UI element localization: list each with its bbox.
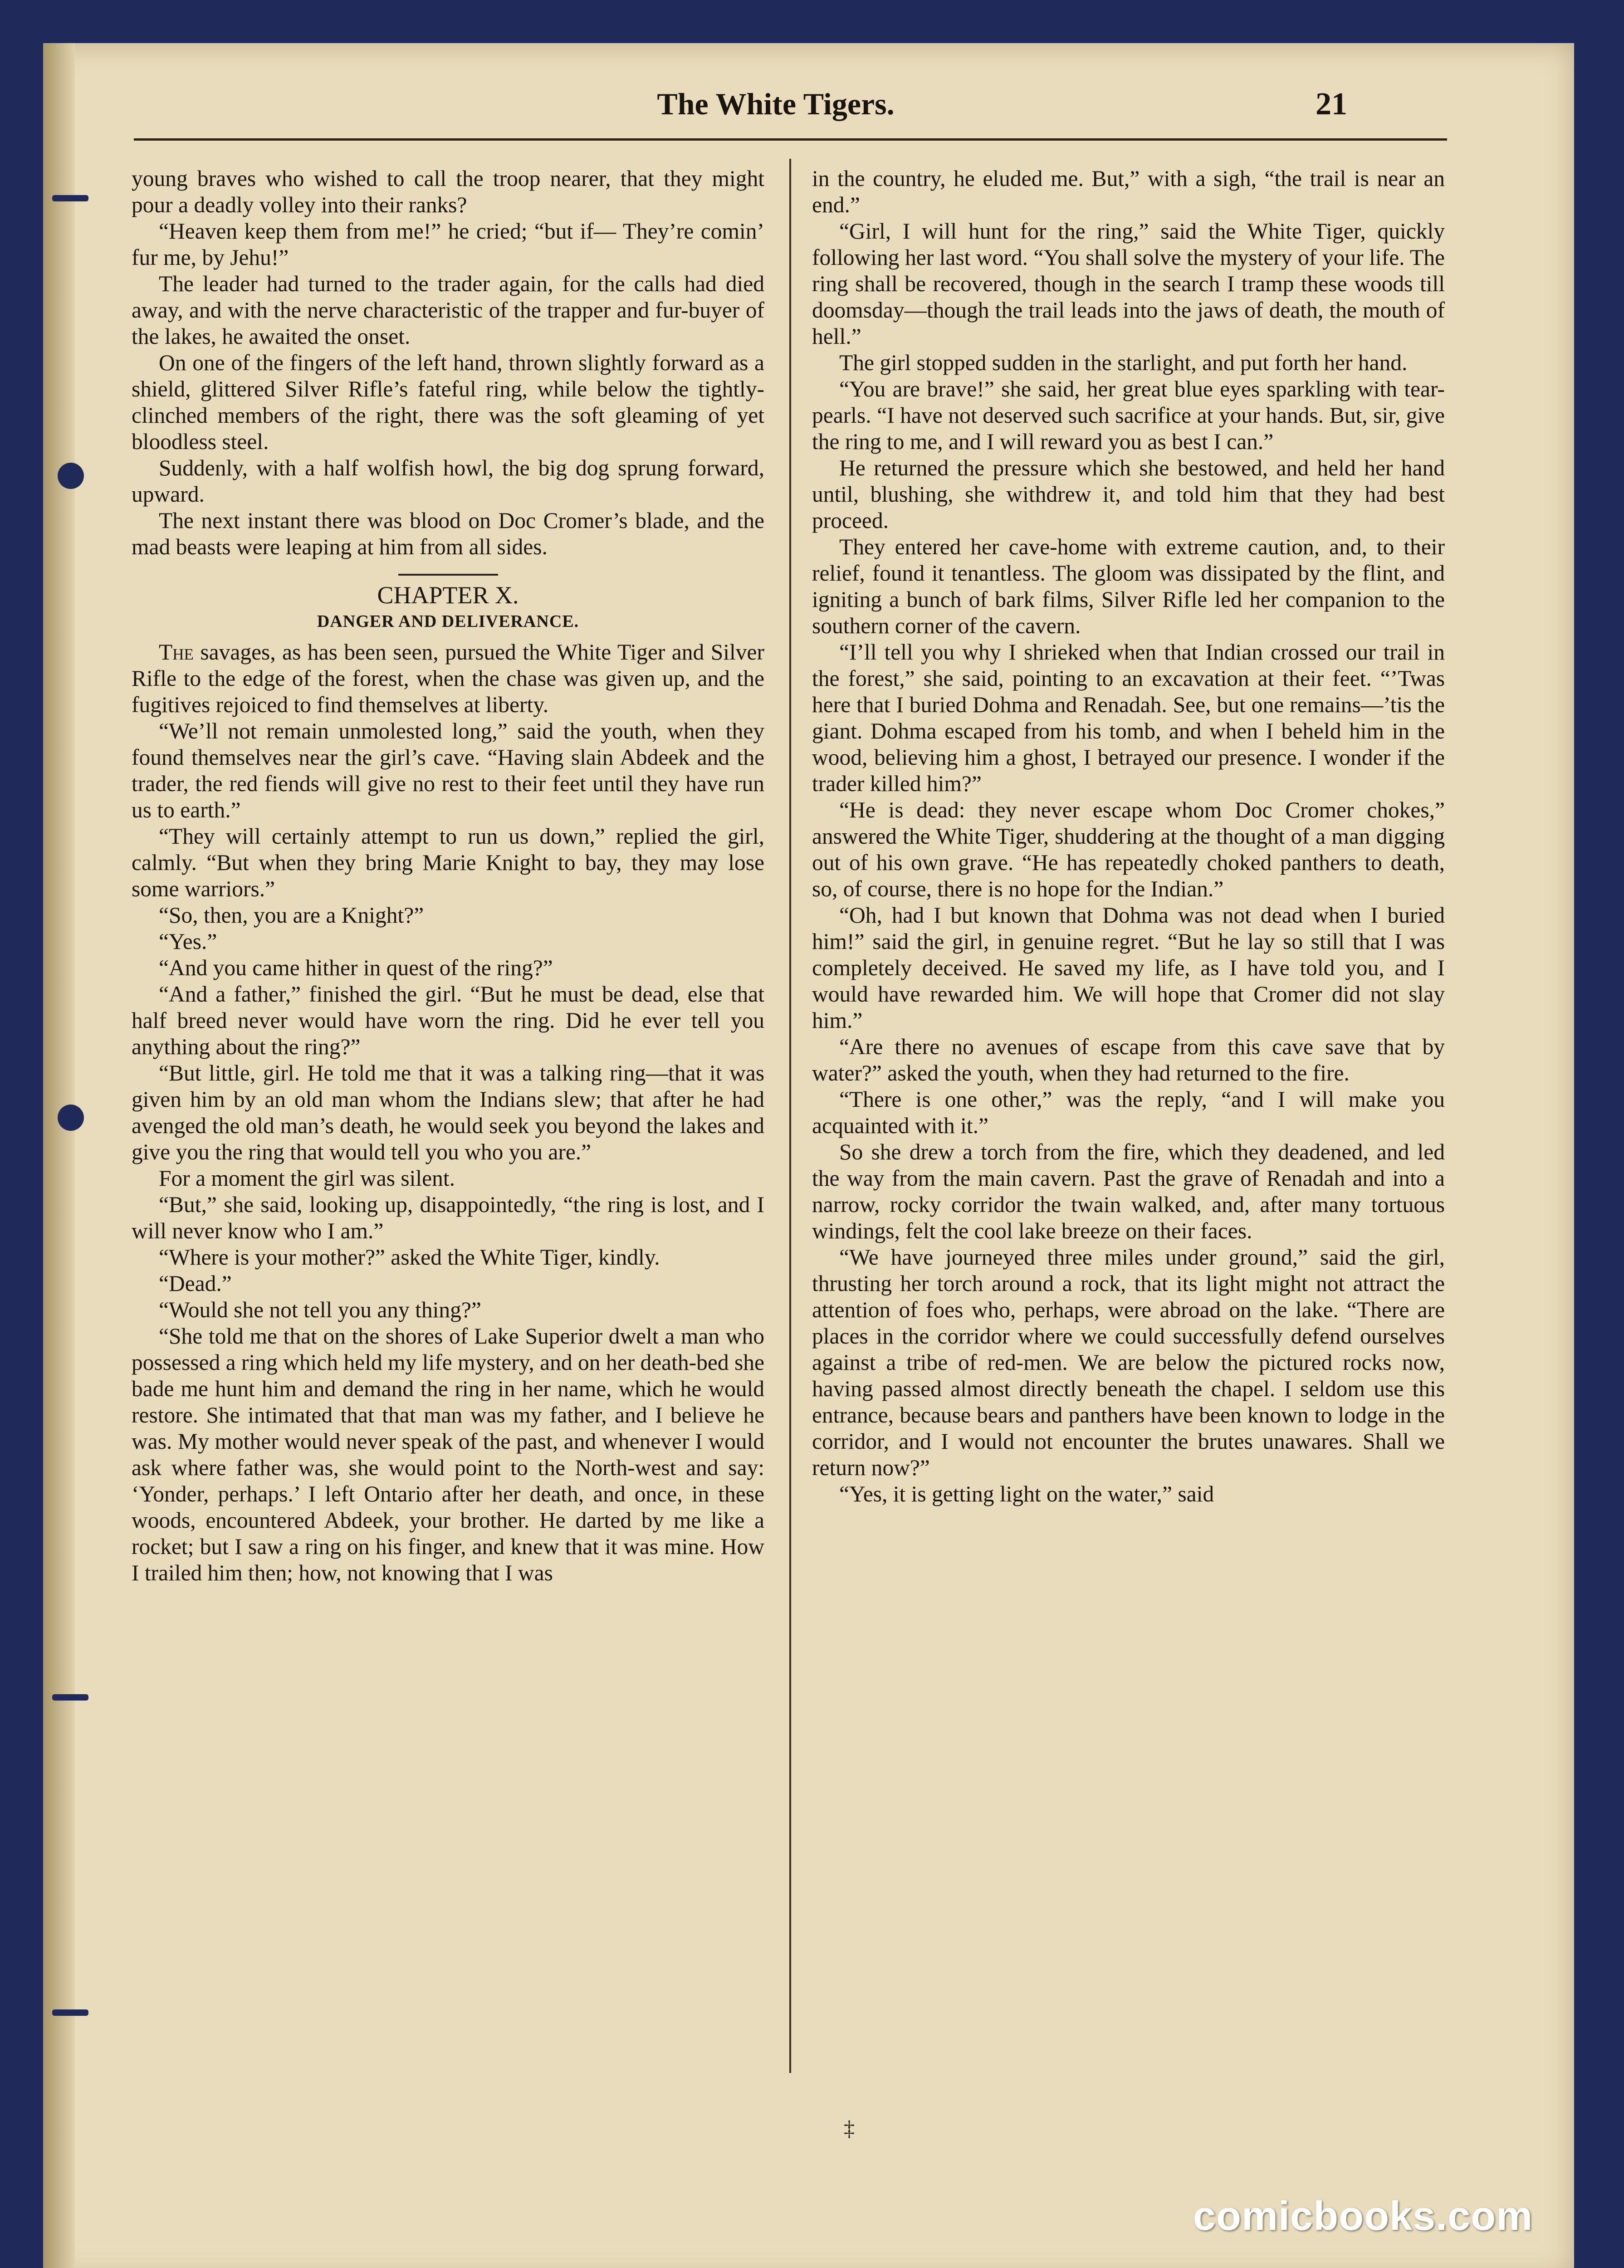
- paragraph: The leader had turned to the trader again, for the calls had died away, and with the nerve characteristic of the trapper and fur-buyer of the lakes, he awaited the onset.: [132, 271, 764, 349]
- paragraph: young braves who wished to call the troop nearer, that they might pour a deadly volley into their ranks?: [132, 166, 764, 217]
- chapter-heading: CHAPTER X.: [377, 582, 519, 609]
- right-column: [812, 166, 1445, 1507]
- chapter-first-word: The: [159, 640, 194, 665]
- running-title: The White Tigers.: [657, 87, 895, 121]
- paragraph: “But little, girl. He told me that it was a talking ring—that it was given him by an old man whom the Indians slew; that after he had avenged the old man’s death, he would seek you beyond the lakes and give you the ring that would tell you who you are.”: [132, 1061, 764, 1164]
- paragraph: “But,” she said, looking up, disappointedly, “the ring is lost, and I will never know who I am.”: [132, 1192, 764, 1243]
- paragraph: “Heaven keep them from me!” he cried; “but if— They’re comin’ fur me, by Jehu!”: [132, 219, 764, 270]
- paragraph: “Would she not tell you any thing?”: [159, 1297, 481, 1322]
- paragraph: “Oh, had I but known that Dohma was not dead when I buried him!” said the girl, in genuine regret. “But he lay so still that I was completely deceived. He saved my life, as I have told you, and I would have rewarded him. We will hope that Cromer did not slay him.”: [812, 903, 1445, 1033]
- paragraph: “Yes, it is getting light on the water,” said: [839, 1481, 1214, 1506]
- paragraph: He returned the pressure which she bestowed, and held her hand until, blushing, she withdrew it, and told him that they had best proceed.: [812, 455, 1445, 533]
- staple-mark: [52, 2009, 88, 2016]
- paragraph: “There is one other,” was the reply, “and I will make you acquainted with it.”: [812, 1087, 1445, 1138]
- paragraph: “Yes.”: [159, 929, 217, 954]
- paragraph: “And a father,” finished the girl. “But he must be dead, else that half breed never would have worn the ring. Did he ever tell you anything about the ring?”: [132, 982, 764, 1059]
- paragraph: “Girl, I will hunt for the ring,” said the White Tiger, quickly following her last word. “You shall solve the mystery of your life. The ring shall be recovered, though in the search I tramp these woods till doomsday—though the trail leads into the jaws of death, the mouth of hell.”: [812, 219, 1445, 349]
- paragraph: The girl stopped sudden in the starlight, and put forth her hand.: [839, 350, 1408, 375]
- paragraph: The next instant there was blood on Doc Cromer’s blade, and the mad beasts were leaping at him from all sides.: [132, 508, 764, 559]
- chapter-subtitle: DANGER AND DELIVERANCE.: [317, 612, 579, 631]
- paragraph: “They will certainly attempt to run us down,” replied the girl, calmly. “But when they bring Marie Knight to bay, they may lose some warriors.”: [132, 824, 764, 901]
- paragraph: “We’ll not remain unmolested long,” said the youth, when they found themselves near the girl’s cave. “Having slain Abdeek and the trader, the red fiends will give no rest to their feet until they have run us to earth.”: [132, 719, 764, 822]
- chapter-rule: [398, 574, 498, 576]
- chapter-opening-text: savages, as has been seen, pursued the White Tiger and Silver Rifle to the edge of the forest, when the chase was given up, and the fugitives rejoiced to find themselves at liberty.: [132, 640, 764, 717]
- paragraph: “Where is your mother?” asked the White Tiger, kindly.: [159, 1245, 660, 1270]
- paragraph: “You are brave!” she said, her great blue eyes sparkling with tear-pearls. “I have not deserved such sacrifice at your hands. But, sir, give the ring to me, and I will reward you as best I can.”: [812, 376, 1445, 454]
- paragraph: On one of the fingers of the left hand, thrown slightly forward as a shield, glittered Silver Rifle’s fateful ring, while below the tightly-clinched members of the right, there was the soft gleaming of yet bloodless steel.: [132, 350, 764, 454]
- binding-hole: [58, 463, 84, 489]
- paragraph: “And you came hither in quest of the ring?”: [159, 955, 553, 980]
- binding-gutter: [43, 43, 75, 2268]
- left-column: [132, 166, 764, 1586]
- paragraph: So she drew a torch from the fire, which they deadened, and led the way from the main cavern. Past the grave of Renadah and into a narrow, rocky corridor the twain walked, and, after many tortuous windings, felt the cool lake breeze on their faces.: [812, 1139, 1445, 1243]
- paragraph: “He is dead: they never escape whom Doc Cromer chokes,” answered the White Tiger, shuddering at the thought of a man digging out of his own grave. “He has repeatedly choked panthers to death, so, of course, there is no hope for the Indian.”: [812, 797, 1445, 901]
- paragraph: “Dead.”: [159, 1271, 232, 1296]
- paragraph: Suddenly, with a half wolfish howl, the big dog sprung forward, upward.: [132, 455, 764, 507]
- paragraph: “She told me that on the shores of Lake Superior dwelt a man who possessed a ring which held my life mystery, and on her death-bed she bade me hunt him and demand the ring in her name, which he would restore. She intimated that that man was my father, and I believe he was. My mother would never speak of the past, and whenever I would ask where father was, she would point to the North-west and say: ‘Yonder, perhaps.’ I left Ontario after her death, and once, in these woods, encountered Abdeek, your brother. He darted by me like a rocket; but I saw a ring on his finger, and knew that it was mine. How I trailed him then; how, not knowing that I was: [132, 1324, 764, 1585]
- site-watermark: comicbooks.com: [1193, 2194, 1533, 2239]
- paragraph: They entered her cave-home with extreme caution, and, to their relief, found it tenantless. The gloom was dissipated by the flint, and igniting a bunch of bark films, Silver Rifle led her companion to the southern corner of the cavern.: [812, 534, 1445, 638]
- staple-mark: [52, 1694, 88, 1701]
- header-rule: [134, 138, 1447, 141]
- paragraph: in the country, he eluded me. But,” with a sigh, “the trail is near an end.”: [812, 166, 1445, 217]
- page-number: 21: [1316, 87, 1347, 122]
- footer-printer-mark: ‡: [844, 2116, 855, 2141]
- paragraph: “Are there no avenues of escape from this cave save that by water?” asked the youth, when they had returned to the fire.: [812, 1034, 1445, 1085]
- staple-mark: [52, 195, 88, 201]
- paragraph: “I’ll tell you why I shrieked when that Indian crossed our trail in the forest,” she said, pointing to an excavation at their feet. “’Twas here that I buried Dohma and Renadah. See, but one remains—’tis the giant. Dohma escaped from his tomb, and when I beheld him in the wood, believing him a ghost, I betrayed our presence. I wonder if the trader killed him?”: [812, 640, 1445, 796]
- binding-hole: [58, 1105, 84, 1131]
- paragraph: “We have journeyed three miles under ground,” said the girl, thrusting her torch around a rock, that its light might not attract the attention of foes who, perhaps, were abroad on the lake. “There are places in the corridor where we could successfully defend ourselves against a tribe of red-men. We are below the pictured rocks now, having passed almost directly beneath the chapel. I seldom use this entrance, because bears and panthers have been known to lodge in the corridor, and I would not encounter the brutes unawares. Shall we return now?”: [812, 1245, 1445, 1480]
- column-divider: [789, 159, 791, 2073]
- paragraph: “So, then, you are a Knight?”: [159, 903, 424, 928]
- paragraph: For a moment the girl was silent.: [159, 1166, 455, 1191]
- chapter-opening-paragraph: [132, 639, 764, 718]
